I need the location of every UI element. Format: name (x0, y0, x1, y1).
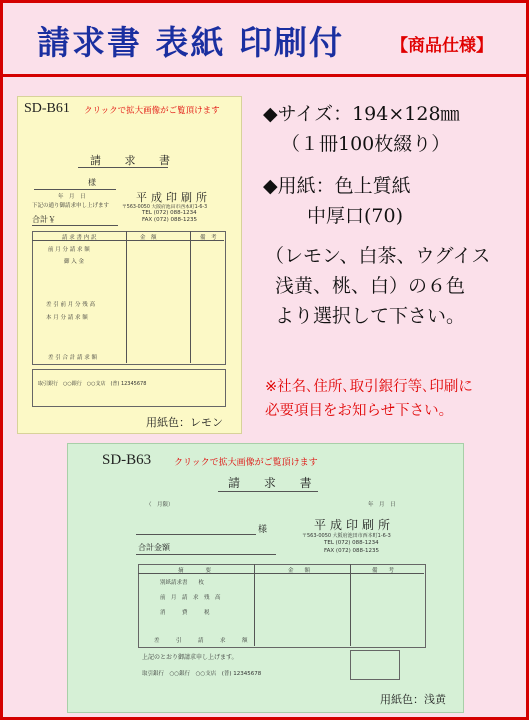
request-note: 下記の通り御請求申し上げます (32, 203, 110, 209)
table-header-line (32, 240, 224, 241)
row-label: 差 引 前 月 分 残 高 (46, 302, 95, 308)
col-header-remarks: 備 考 (372, 568, 395, 574)
title-underline (218, 491, 318, 492)
company-name: 平成印刷所 (136, 191, 211, 204)
addressee-line (34, 189, 116, 190)
col-header-amount: 金 額 (288, 568, 311, 574)
company-address: 〒563-0050 大阪府池田市西本町1-6-3 (302, 533, 391, 539)
product-image-sd-b61[interactable] (17, 96, 242, 434)
col-header-summary: 摘 要 (178, 568, 212, 574)
closing-note: 上記のとおり御請求申し上げます。 (142, 654, 238, 661)
row-label: 本 月 分 請 求 額 (46, 315, 88, 321)
page-title: 請求書 表紙 印刷付 (37, 23, 344, 62)
company-address: 〒563-0050 大阪府池田市西本町1-6-3 (122, 205, 208, 210)
row-label: 御 入 金 (64, 259, 84, 265)
stamp-box (350, 650, 400, 680)
sama-label: 様 (258, 525, 268, 535)
product-image-sd-b63[interactable] (67, 443, 464, 713)
header-divider (3, 74, 526, 77)
company-fax: FAX (072) 088-1235 (142, 217, 197, 223)
row-label: 請 求 書 内 訳 (62, 235, 97, 241)
company-tel: TEL (072) 088-1234 (324, 540, 379, 546)
form-date: 年 月 日 (368, 502, 396, 508)
sama-label: 様 (88, 178, 96, 187)
row-label: 差 引 請 求 額 (154, 638, 248, 644)
total-label: 合計￥ (32, 215, 56, 224)
paper-color-label: 用紙色：レモン (146, 416, 223, 429)
addressee-line (136, 534, 256, 535)
row-label: 差 引 合 計 請 求 額 (48, 355, 97, 361)
form-title: 請 求 書 (228, 476, 322, 490)
spec-size: ◆サイズ：194×128㎜ (263, 103, 460, 125)
bank-info: 取引銀行 ○○銀行 ○○支店 (普) 12345678 (142, 671, 262, 677)
company-fax: FAX (072) 088-1235 (324, 548, 379, 554)
zoom-link-text[interactable]: クリックで拡大画像がご覧頂けます (84, 106, 220, 116)
form-date: 年 月 日 (58, 194, 86, 200)
bank-info: 取引銀行 ○○銀行 ○○支店 (普) 12345678 (38, 381, 147, 387)
form-title: 請 求 書 (90, 154, 180, 167)
row-label: 消 費 税 (160, 610, 210, 616)
note-line-1: ※社名､住所､取引銀行等､印刷に (265, 379, 473, 395)
total-line (32, 225, 118, 226)
spec-colors-2: 浅黄、桃、白）の６色 (275, 275, 466, 297)
paper-color-label: 用紙色：浅黄 (380, 693, 446, 706)
spec-colors-3: より選択して下さい。 (275, 305, 466, 327)
table-col-divider (190, 231, 191, 363)
note-line-2: 必要項目をお知らせ下さい。 (265, 403, 454, 419)
table-col-divider (126, 231, 127, 363)
col-header-amount: 金 額 (140, 235, 157, 241)
row-label: 前 月 分 請 求 額 (48, 247, 90, 253)
spec-thickness: 中厚口(70) (307, 205, 404, 227)
spec-colors-1: （レモン、白茶、ウグイス (265, 245, 491, 267)
company-name: 平成印刷所 (314, 518, 395, 532)
total-line (136, 554, 276, 555)
spec-tag: 【商品仕様】 (391, 36, 493, 56)
row-label: 別紙請求書 枚 (160, 580, 205, 586)
table-col-divider (254, 564, 255, 646)
bank-box (32, 369, 226, 407)
spec-paper: ◆用紙：色上質紙 (263, 175, 411, 197)
table-col-divider (350, 564, 351, 646)
spec-binding: （１冊100枚綴り） (281, 133, 451, 155)
row-label: 前 月 請 求 残 高 (160, 595, 221, 601)
header (3, 17, 526, 67)
product-code: SD-B63 (102, 452, 152, 468)
product-code: SD-B61 (24, 101, 70, 116)
total-label: 合計金額 (138, 543, 170, 552)
title-underline (78, 167, 168, 168)
company-tel: TEL (072) 088-1234 (142, 210, 197, 216)
col-header-remarks: 備 考 (200, 235, 217, 241)
zoom-link-text[interactable]: クリックで拡大画像がご覧頂けます (174, 458, 318, 468)
month-limit: （ 月限） (146, 502, 174, 508)
